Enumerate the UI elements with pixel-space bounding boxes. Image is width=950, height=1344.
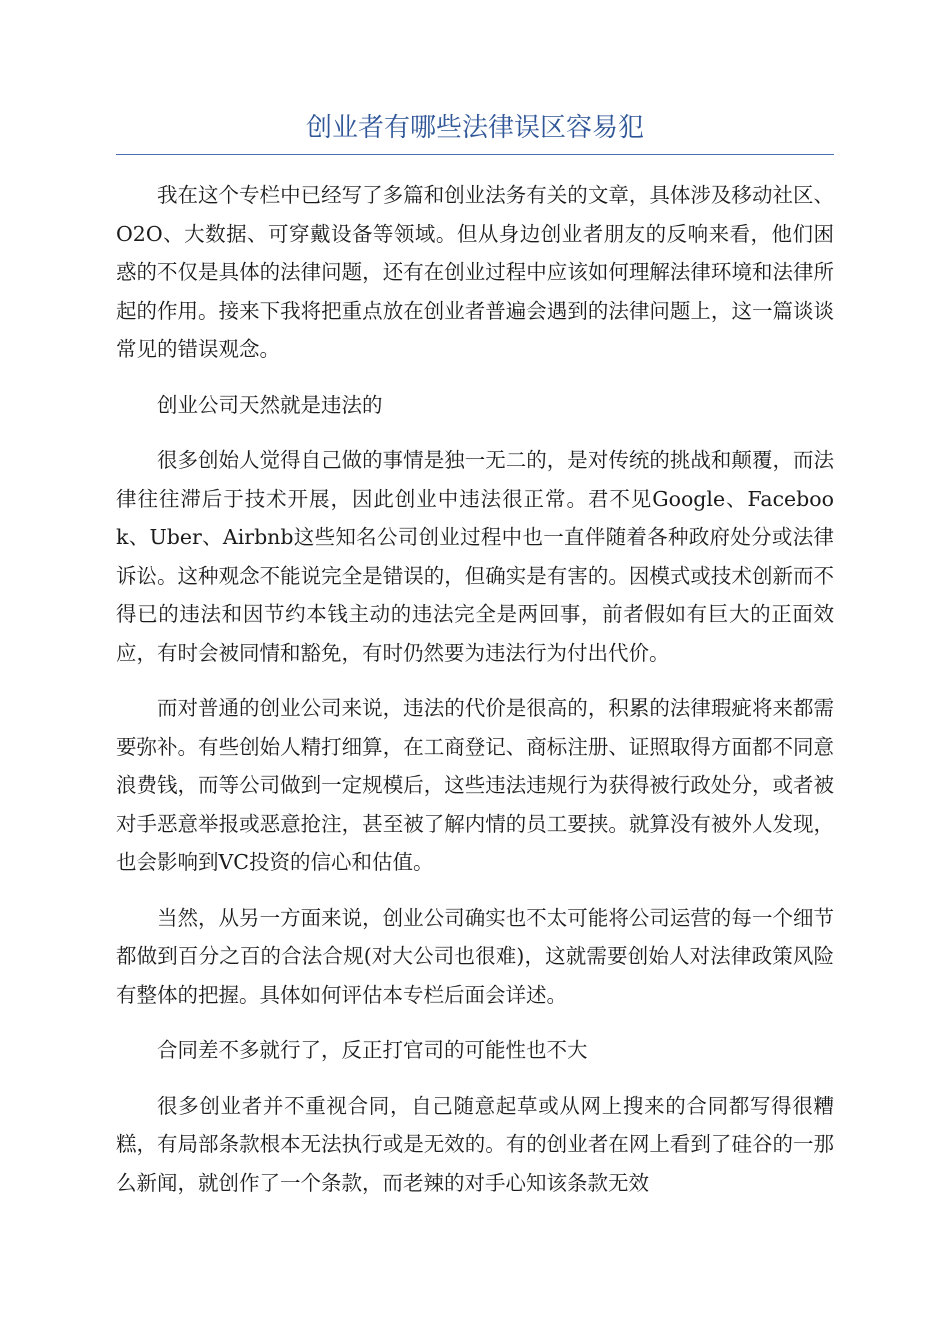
body-paragraph: 当然，从另一方面来说，创业公司确实也不太可能将公司运营的每一个细节都做到百分之百的合法合规(对大公司也很难)，这就需要创始人对法律政策风险有整体的把握。具体如何评估本专栏后面会详述。 xyxy=(116,905,834,1007)
section-heading: 创业公司天然就是违法的 xyxy=(157,392,383,417)
document-title: 创业者有哪些法律误区容易犯 xyxy=(305,113,644,143)
document-body xyxy=(116,176,834,1219)
body-paragraph: 而对普通的创业公司来说，违法的代价是很高的，积累的法律瑕疵将来都需要弥补。有些创始人精打细算，在工商登记、商标注册、证照取得方面都不同意浪费钱，而等公司做到一定规模后，这些违法违规行为获得被行政处分，或者被对手恶意举报或恶意抢注，甚至被了解内情的员工要挟。就算没有被外人发现，也会影响到VC投资的信心和估值。 xyxy=(116,696,834,874)
section-heading: 合同差不多就行了，反正打官司的可能性也不大 xyxy=(157,1038,588,1062)
body-paragraph: 很多创始人觉得自己做的事情是独一无二的，是对传统的挑战和颠覆，而法律往往滞后于技术开展，因此创业中违法很正常。君不见Google、Facebook、Uber、Airbnb这些知名公司创业过程中也一直伴随着各种政府处分或法律诉讼。这种观念不能说完全是错误的，但确实是有害的。因模式或技术创新而不得已的违法和因节约本钱主动的违法完全是两回事，前者假如有巨大的正面效应，有时会被同情和豁免，有时仍然要为违法行为付出代价。 xyxy=(116,448,834,665)
title-underline xyxy=(116,154,834,155)
body-paragraph: 很多创业者并不重视合同，自己随意起草或从网上搜来的合同都写得很糟糕，有局部条款根本无法执行或是无效的。有的创业者在网上看到了硅谷的一那么新闻，就创作了一个条款，而老辣的对手心知该条款无效 xyxy=(116,1093,834,1195)
body-paragraph: 我在这个专栏中已经写了多篇和创业法务有关的文章，具体涉及移动社区、O2O、大数据、可穿戴设备等领域。但从身边创业者朋友的反响来看，他们困惑的不仅是具体的法律问题，还有在创业过程中应该如何理解法律环境和法律所起的作用。接来下我将把重点放在创业者普遍会遇到的法律问题上，这一篇谈谈常见的错误观念。 xyxy=(116,183,834,361)
